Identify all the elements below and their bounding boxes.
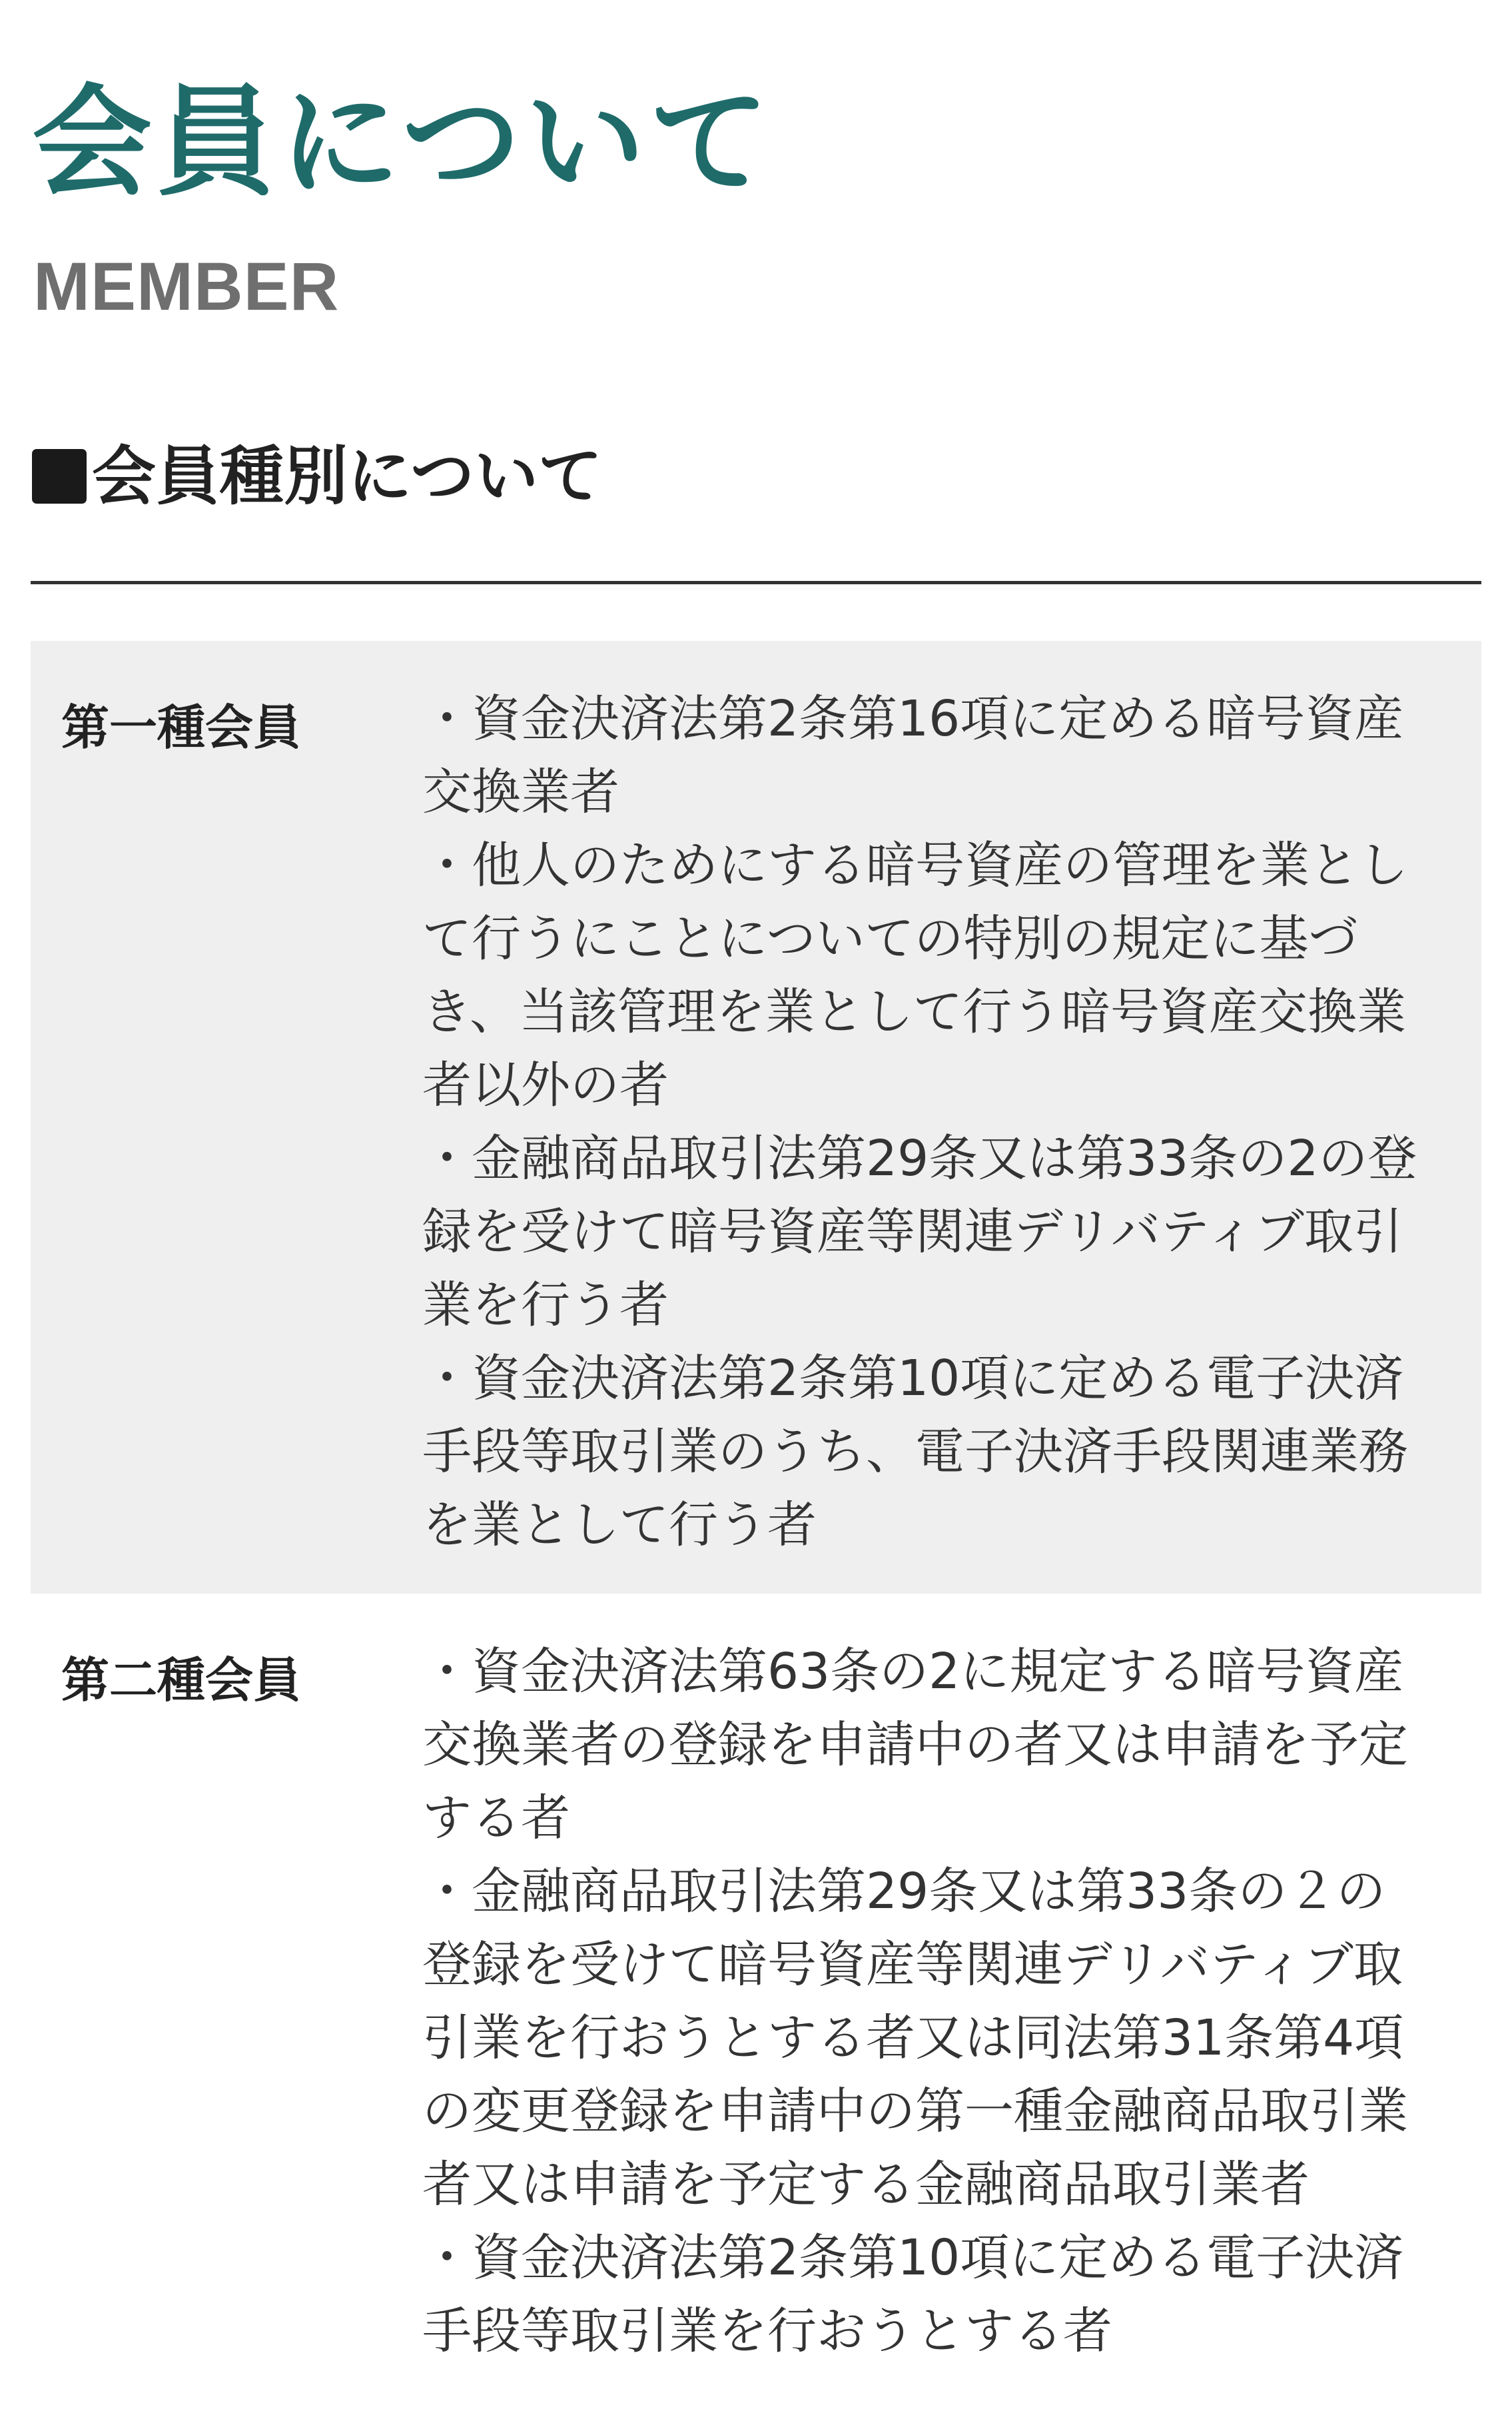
description-line: ・金融商品取引法第29条又は第33条の２の xyxy=(422,1863,1386,1920)
description-line: を業として行う者 xyxy=(422,1496,817,1554)
description-line: 交換業者 xyxy=(422,763,619,821)
description-line: ・資金決済法第2条第10項に定める電子決済 xyxy=(422,1350,1404,1407)
page-title: 会員について xyxy=(32,73,773,213)
description-line: ・他人のためにする暗号資産の管理を業とし xyxy=(422,837,1408,894)
description-line: 登録を受けて暗号資産等関連デリバティブ取 xyxy=(422,1936,1403,1993)
description-line: 業を行う者 xyxy=(422,1276,669,1334)
description-line: ・資金決済法第2条第10項に定める電子決済 xyxy=(422,2229,1404,2286)
description-line: ・資金決済法第2条第16項に定める暗号資産 xyxy=(422,690,1404,747)
description-line: 手段等取引業を行おうとする者 xyxy=(422,2302,1112,2360)
black-square-icon xyxy=(32,449,87,504)
description-line: ・資金決済法第63条の2に規定する暗号資産 xyxy=(422,1643,1404,1700)
member-type-label: 第一種会員 xyxy=(61,700,302,755)
description-line: き、当該管理を業として行う暗号資産交換業 xyxy=(422,983,1407,1041)
description-line: 者又は申請を予定する金融商品取引業者 xyxy=(422,2156,1310,2213)
section-divider xyxy=(31,581,1481,584)
member-type-description xyxy=(422,682,1475,1562)
member-type-label: 第二種会員 xyxy=(61,1652,302,1708)
description-line: て行うにことについての特別の規定に基づ xyxy=(422,910,1358,967)
description-line: 交換業者の登録を申請中の者又は申請を予定 xyxy=(422,1716,1408,1773)
section-heading-text: 会員種別について xyxy=(92,439,603,514)
description-line: する者 xyxy=(422,1789,570,1847)
member-row-type-2 xyxy=(31,1594,1481,2433)
description-line: 録を受けて暗号資産等関連デリバティブ取引 xyxy=(422,1203,1403,1260)
description-line: ・金融商品取引法第29条又は第33条の2の登 xyxy=(422,1130,1417,1187)
description-line: 手段等取引業のうち、電子決済手段関連業務 xyxy=(422,1423,1408,1480)
section-heading xyxy=(32,433,602,520)
description-line: の変更登録を申請中の第一種金融商品取引業 xyxy=(422,2083,1408,2140)
description-line: 者以外の者 xyxy=(422,1057,669,1114)
description-line: 引業を行おうとする者又は同法第31条第4項 xyxy=(422,2009,1404,2067)
member-type-table xyxy=(31,641,1481,2433)
page-subtitle: MEMBER xyxy=(33,248,340,324)
member-row-type-1 xyxy=(31,641,1481,1594)
member-type-description xyxy=(422,1635,1475,2368)
